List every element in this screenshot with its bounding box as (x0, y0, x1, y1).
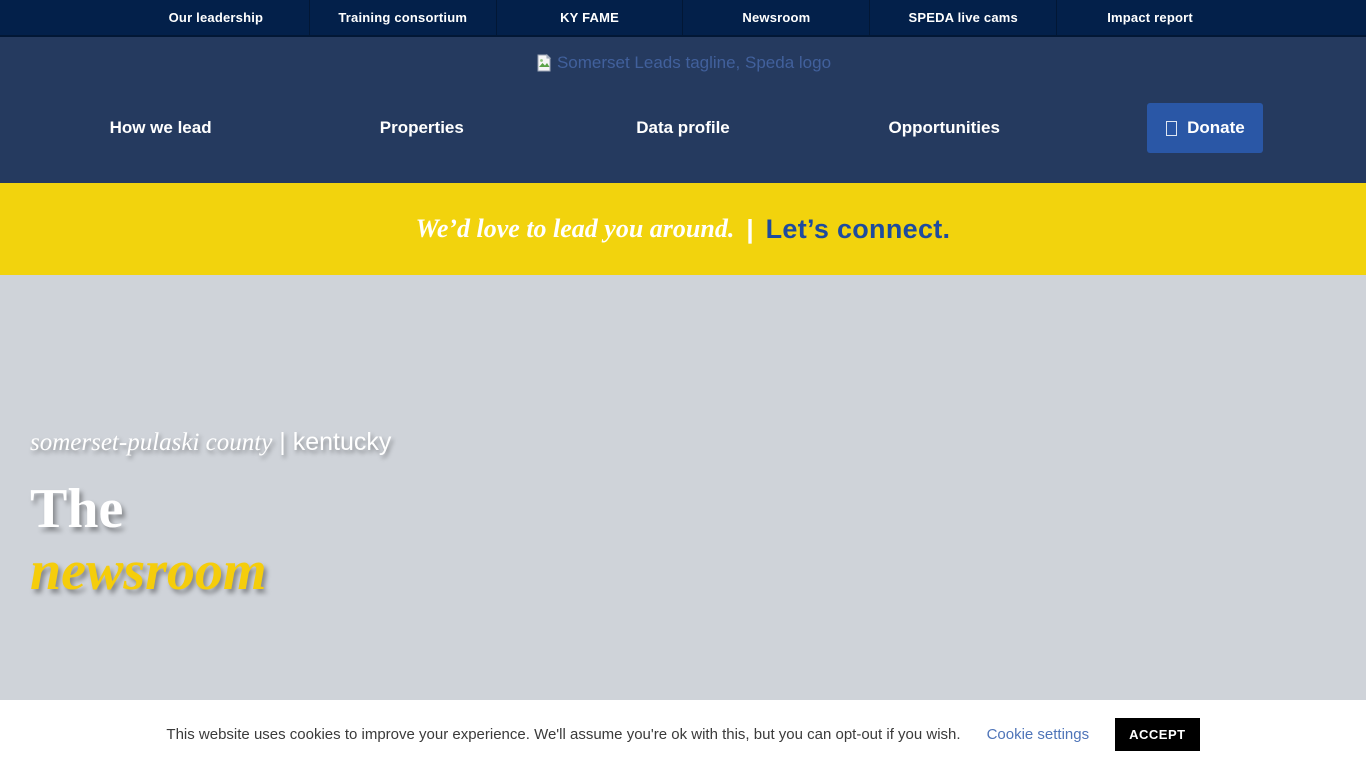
hero-title-line1: The (30, 478, 124, 540)
connect-banner (0, 183, 1366, 275)
main-nav-col (30, 99, 291, 157)
site-header (0, 37, 1366, 183)
lets-connect-link[interactable]: Let’s connect. (765, 213, 951, 244)
cookie-message: This website uses cookies to improve your experience. We'll assume you're ok with this, but you can opt-out if you wish. (166, 725, 961, 743)
broken-image-icon (535, 54, 553, 72)
donate-button-label: Donate (1187, 118, 1245, 137)
logo-row (0, 37, 1366, 89)
site-logo-alt-text: Somerset Leads tagline, Speda logo (556, 53, 832, 72)
hero-county-label: somerset-pulaski county (30, 429, 273, 456)
nav-how-we-lead[interactable]: How we lead (109, 118, 212, 137)
hero-section (0, 275, 1366, 700)
nav-data-profile[interactable]: Data profile (636, 118, 730, 137)
main-nav-col (552, 99, 813, 157)
top-nav-training-consortium[interactable]: Training consortium (309, 0, 496, 35)
top-nav-speda-live-cams[interactable]: SPEDA live cams (869, 0, 1056, 35)
main-navigation (30, 99, 1336, 157)
banner-divider: | (746, 213, 754, 244)
nav-properties[interactable]: Properties (379, 118, 464, 137)
donate-button[interactable] (1147, 103, 1263, 153)
cookie-settings-link[interactable]: Cookie settings (986, 725, 1090, 743)
top-utility-nav (123, 0, 1243, 35)
top-utility-bar (0, 0, 1366, 37)
banner-tagline: We’d love to lead you around. (415, 214, 735, 243)
top-nav-newsroom[interactable]: Newsroom (682, 0, 869, 35)
top-nav-impact-report[interactable]: Impact report (1056, 0, 1243, 35)
nav-opportunities[interactable]: Opportunities (888, 118, 1000, 137)
site-logo-broken-image[interactable] (535, 53, 831, 73)
hero-text-block (30, 428, 391, 602)
top-nav-ky-fame[interactable]: KY FAME (496, 0, 683, 35)
hero-state-label: kentucky (292, 428, 392, 456)
donate-glyph-icon (1166, 121, 1177, 136)
main-nav-col (291, 99, 552, 157)
cookie-notice-bar (0, 700, 1366, 768)
main-nav-col (814, 99, 1075, 157)
cookie-accept-button[interactable]: ACCEPT (1115, 718, 1199, 751)
top-nav-our-leadership[interactable]: Our leadership (168, 10, 264, 25)
hero-location-line (30, 428, 391, 457)
hero-title-line2: newsroom (30, 539, 267, 602)
hero-location-divider: | (272, 428, 293, 456)
main-nav-col (1075, 99, 1336, 157)
